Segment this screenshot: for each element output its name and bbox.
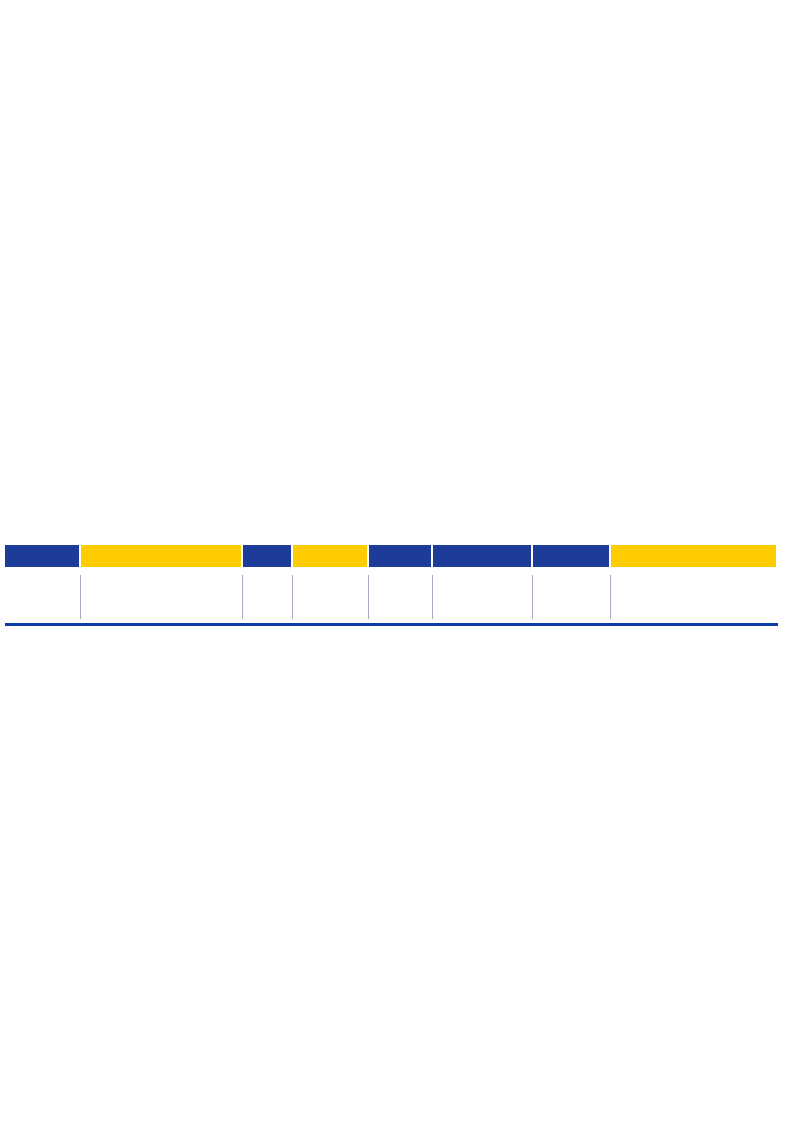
result-sum (533, 575, 611, 619)
col-odd-even (369, 545, 433, 567)
result-period (5, 575, 81, 619)
col-range (293, 545, 369, 567)
draw-result-table (5, 545, 778, 626)
result-special-ball (243, 575, 293, 619)
result-draw-time (611, 575, 778, 619)
col-special (243, 545, 293, 567)
col-normal (81, 545, 243, 567)
col-draw-time (611, 545, 778, 567)
col-period (5, 545, 81, 567)
result-odd-even (369, 575, 433, 619)
result-normal-balls (81, 575, 243, 619)
result-big-small (433, 575, 533, 619)
result-range (293, 575, 369, 619)
col-big-small (433, 545, 533, 567)
col-sum (533, 545, 611, 567)
